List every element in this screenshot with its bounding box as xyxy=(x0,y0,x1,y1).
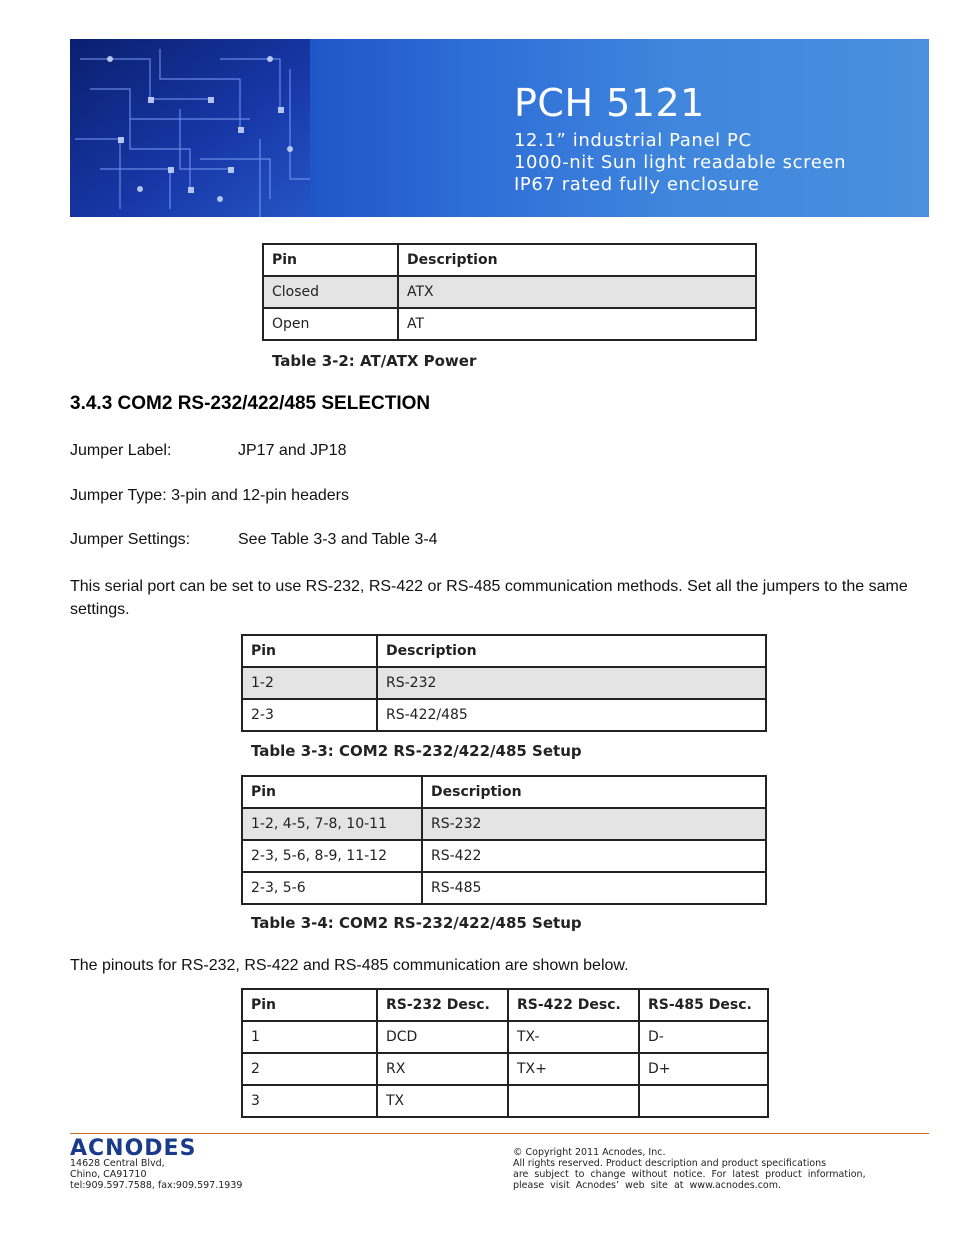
table-cell: RX xyxy=(377,1053,508,1085)
table-cell: Closed xyxy=(263,276,398,308)
table-cell: TX xyxy=(377,1085,508,1117)
table-cell: Open xyxy=(263,308,398,340)
subtitle-line-1: 12.1” industrial Panel PC xyxy=(514,130,752,151)
section-heading: 3.4.3 COM2 RS-232/422/485 SELECTION xyxy=(70,393,431,414)
table-header-cell: Description xyxy=(422,776,766,808)
subtitle-line-2: 1000-nit Sun light readable screen xyxy=(514,152,847,173)
table-row xyxy=(263,308,756,340)
table-cell: 2 xyxy=(242,1053,377,1085)
table-header-cell: Description xyxy=(398,244,756,276)
table-cell: ATX xyxy=(398,276,756,308)
table-cell: D- xyxy=(639,1021,768,1053)
table-cell: 3 xyxy=(242,1085,377,1117)
jumper-label-key: Jumper Label: xyxy=(70,442,172,459)
table-row xyxy=(263,276,756,308)
table-caption: Table 3-4: COM2 RS-232/422/485 Setup xyxy=(251,914,582,932)
table-cell: RS-485 xyxy=(422,872,766,904)
table-cell: RS-232 xyxy=(422,808,766,840)
table-at-atx-power xyxy=(262,243,757,341)
table-header-cell: Pin xyxy=(242,989,377,1021)
jumper-settings-key: Jumper Settings: xyxy=(70,531,191,548)
acnodes-logo xyxy=(70,1135,230,1159)
table-row xyxy=(242,699,766,731)
subtitle-line-3: IP67 rated fully enclosure xyxy=(514,174,760,195)
svg-text:ACNODES: ACNODES xyxy=(70,1136,197,1159)
pinouts-intro: The pinouts for RS-232, RS-422 and RS-485 communication are shown below. xyxy=(70,957,629,974)
table-cell: RS-422 xyxy=(422,840,766,872)
footer-rule xyxy=(70,1133,929,1134)
table-cell: DCD xyxy=(377,1021,508,1053)
jumper-settings-value: See Table 3-3 and Table 3-4 xyxy=(238,531,438,548)
table-row xyxy=(242,1053,768,1085)
header-banner xyxy=(70,39,929,217)
table-com2-jumper-setup xyxy=(241,775,767,905)
table-header-cell: RS-232 Desc. xyxy=(377,989,508,1021)
table-header-cell: Pin xyxy=(263,244,398,276)
table-cell: 1 xyxy=(242,1021,377,1053)
table-cell: 1-2 xyxy=(242,667,377,699)
jumper-label-value: JP17 and JP18 xyxy=(238,442,347,459)
table-caption: Table 3-3: COM2 RS-232/422/485 Setup xyxy=(251,742,582,760)
table-row xyxy=(242,1021,768,1053)
table-row xyxy=(242,872,766,904)
table-pinouts xyxy=(241,988,769,1118)
jumper-settings-line xyxy=(70,531,438,549)
table-header-cell: RS-422 Desc. xyxy=(508,989,639,1021)
circuit-board-image xyxy=(70,39,310,217)
table-row xyxy=(242,840,766,872)
table-cell: AT xyxy=(398,308,756,340)
table-row xyxy=(242,667,766,699)
footer-copyright: © Copyright 2011 Acnodes, Inc. All rights reserved. Product description and product specifications are subject to change without notice. For latest product information, please visit Acnodes’ web site at www.acnodes.com. xyxy=(513,1147,866,1191)
table-header-cell: Pin xyxy=(242,776,422,808)
table-cell: 2-3, 5-6, 8-9, 11-12 xyxy=(242,840,422,872)
section-description: This serial port can be set to use RS-232, RS-422 or RS-485 communication methods. Set all the jumpers to the same settings. xyxy=(70,578,908,618)
table-com2-setup xyxy=(241,634,767,732)
jumper-label-line xyxy=(70,442,347,460)
table-cell: 2-3, 5-6 xyxy=(242,872,422,904)
table-header-cell: Description xyxy=(377,635,766,667)
table-caption: Table 3-2: AT/ATX Power xyxy=(272,352,477,370)
table-cell: RS-232 xyxy=(377,667,766,699)
table-cell: RS-422/485 xyxy=(377,699,766,731)
table-cell xyxy=(508,1085,639,1117)
table-cell: 2-3 xyxy=(242,699,377,731)
table-header-cell: Pin xyxy=(242,635,377,667)
product-title: PCH 5121 xyxy=(514,81,705,125)
table-row xyxy=(242,808,766,840)
table-cell: D+ xyxy=(639,1053,768,1085)
jumper-type-line: Jumper Type: 3-pin and 12-pin headers xyxy=(70,487,349,504)
table-cell: TX- xyxy=(508,1021,639,1053)
table-row xyxy=(242,1085,768,1117)
table-header-cell: RS-485 Desc. xyxy=(639,989,768,1021)
table-cell: 1-2, 4-5, 7-8, 10-11 xyxy=(242,808,422,840)
table-cell: TX+ xyxy=(508,1053,639,1085)
table-cell xyxy=(639,1085,768,1117)
footer-address: 14628 Central Blvd, Chino, CA91710 tel:909.597.7588, fax:909.597.1939 xyxy=(70,1158,243,1191)
